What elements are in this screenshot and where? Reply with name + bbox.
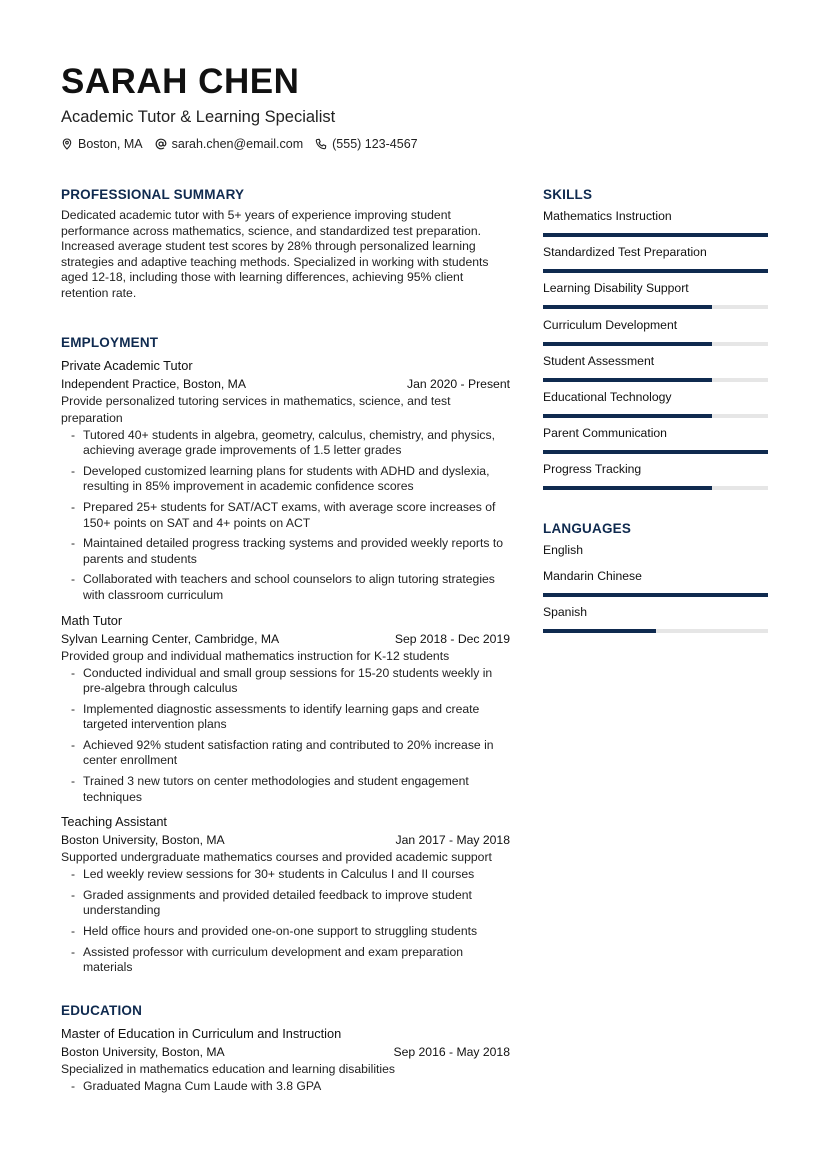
dash-marker: -: [71, 1078, 76, 1093]
job-org: Sylvan Learning Center, Cambridge, MA: [61, 631, 280, 646]
job-description: Provided group and individual mathematics instruction for K-12 students: [61, 648, 450, 663]
skill-bar: [543, 450, 768, 454]
skill-bar: [543, 233, 768, 237]
location-text: Boston, MA: [78, 137, 143, 151]
skills-section: [543, 186, 768, 494]
job-org: Boston University, Boston, MA: [61, 833, 225, 848]
bullet-text: Tutored 40+ students in algebra, geometry, calculus, chemistry, and physics, achieving average grade improvements of 1.5 letter grades: [83, 427, 495, 458]
skills-heading: SKILLS: [543, 187, 593, 202]
main-column: [61, 186, 510, 1099]
job-entry: [61, 612, 510, 806]
job-dates: Sep 2018 - Dec 2019: [394, 631, 510, 646]
bullet-text: Held office hours and provided one-on-one support to struggling students: [83, 924, 478, 939]
list-item: [61, 666, 510, 697]
job-org: Independent Practice, Boston, MA: [61, 376, 246, 391]
job-description: Supported undergraduate mathematics courses and provided academic support: [61, 850, 492, 865]
dash-marker: -: [71, 737, 76, 752]
skill-name: Student Assessment: [543, 353, 655, 368]
list-item: [61, 500, 510, 531]
list-item: [61, 945, 510, 976]
job-description: Provide personalized tutoring services in mathematics, science, and test preparation: [61, 393, 451, 425]
bullet-text: Graded assignments and provided detailed feedback to improve student understanding: [83, 887, 472, 918]
contact-email[interactable]: [155, 134, 304, 154]
language-item: [543, 538, 768, 564]
skill-bar: [543, 378, 768, 382]
summary-section: [61, 186, 510, 302]
list-item: [61, 924, 510, 940]
skill-item: [543, 457, 768, 493]
job-meta: [61, 375, 510, 393]
summary-text: Dedicated academic tutor with 5+ years of experience improving student performance across mathematics, science, and standardized test preparation. Increased average student test scores by 28% through personalized learning strategies and adaptive teaching methods. Specialized in working with students aged 12-18, including those with learning differences, achieving 95% client retention rate.: [61, 208, 489, 300]
job-dates: Jan 2020 - Present: [407, 376, 510, 391]
skill-bar: [543, 305, 768, 309]
language-bar: [543, 593, 768, 597]
bullet-text: Assisted professor with curriculum development and exam preparation materials: [83, 944, 464, 975]
language-bar-fill: [543, 593, 768, 597]
skill-name: Mathematics Instruction: [543, 209, 672, 223]
skill-item: [543, 276, 768, 312]
side-column: [543, 186, 768, 636]
skill-name: Standardized Test Preparation: [543, 245, 707, 260]
contact-phone[interactable]: [315, 134, 417, 154]
at-sign-icon: [155, 138, 167, 150]
list-item: [61, 738, 510, 769]
employment-section: [61, 334, 510, 976]
dash-marker: -: [71, 774, 76, 789]
school-name: Boston University, Boston, MA: [61, 1044, 225, 1059]
bullet-text: Collaborated with teachers and school counselors to align tutoring strategies with classroom curriculum: [83, 572, 495, 602]
education-entry: [61, 1025, 510, 1095]
job-meta: [61, 630, 510, 648]
dash-marker: -: [71, 665, 76, 680]
dash-marker: -: [71, 867, 76, 882]
dash-marker: -: [71, 427, 76, 442]
employment-heading: EMPLOYMENT: [61, 334, 159, 350]
skills-list: [543, 204, 768, 494]
dash-marker: -: [71, 924, 76, 939]
skill-bar-fill: [543, 233, 768, 237]
skill-bar: [543, 342, 768, 346]
candidate-title: Academic Tutor & Learning Specialist: [61, 108, 336, 126]
skill-bar-fill: [543, 378, 712, 382]
bullet-text: Maintained detailed progress tracking systems and provided weekly reports to parents and students: [83, 536, 504, 566]
skill-bar-fill: [543, 305, 712, 309]
skill-item: [543, 240, 768, 276]
dash-marker: -: [71, 463, 76, 478]
skill-name: Educational Technology: [543, 389, 672, 404]
list-item: [61, 428, 510, 459]
language-item: [543, 564, 768, 600]
degree-title: Master of Education in Curriculum and Instruction: [61, 1025, 342, 1041]
language-name: Spanish: [543, 604, 588, 619]
skill-item: [543, 421, 768, 457]
job-dates: Jan 2017 - May 2018: [395, 833, 510, 848]
skill-name: Progress Tracking: [543, 462, 642, 477]
skill-item: [543, 349, 768, 385]
dash-marker: -: [71, 536, 76, 551]
list-item: [61, 774, 510, 805]
languages-heading: LANGUAGES: [543, 520, 632, 536]
list-item: [61, 536, 510, 567]
skill-bar: [543, 486, 768, 490]
dash-marker: -: [71, 944, 76, 959]
dash-marker: -: [71, 572, 76, 587]
phone-text[interactable]: (555) 123-4567: [332, 137, 418, 151]
language-bar-fill: [543, 629, 656, 633]
education-section: [61, 1002, 510, 1095]
dash-marker: -: [71, 887, 76, 902]
phone-icon: [315, 138, 327, 150]
languages-section: [543, 520, 768, 636]
bullet-text: Developed customized learning plans for students with ADHD and dyslexia, resulting in 85% improvement in academic confidence scores: [83, 463, 490, 494]
job-bullets: [61, 428, 510, 604]
skill-bar-fill: [543, 342, 712, 346]
skill-item: [543, 385, 768, 421]
candidate-name: SARAH CHEN: [61, 62, 300, 101]
job-title: Teaching Assistant: [61, 814, 167, 830]
list-item: [61, 464, 510, 495]
bullet-text: Achieved 92% student satisfaction rating and contributed to 20% increase in center enrollment: [83, 737, 494, 768]
bullet-text: Implemented diagnostic assessments to identify learning gaps and create targeted intervention plans: [83, 701, 480, 732]
skill-bar-fill: [543, 269, 768, 273]
skill-item: [543, 313, 768, 349]
language-item: [543, 600, 768, 636]
education-dates: Sep 2016 - May 2018: [393, 1044, 510, 1059]
job-bullets: [61, 867, 510, 976]
bullet-text: Led weekly review sessions for 30+ students in Calculus I and II courses: [83, 867, 475, 882]
skill-name: Learning Disability Support: [543, 281, 689, 296]
job-entry: [61, 357, 510, 604]
bullet-text: Graduated Magna Cum Laude with 3.8 GPA: [83, 1078, 322, 1093]
language-name: Mandarin Chinese: [543, 568, 642, 583]
skill-name: Parent Communication: [543, 426, 667, 441]
job-bullets: [61, 666, 510, 806]
email-text[interactable]: sarah.chen@email.com: [171, 137, 304, 151]
summary-heading: PROFESSIONAL SUMMARY: [61, 187, 245, 202]
education-heading: EDUCATION: [61, 1002, 143, 1018]
skill-name: Curriculum Development: [543, 317, 678, 332]
job-entry: [61, 813, 510, 976]
list-item: [61, 572, 510, 603]
dash-marker: -: [71, 499, 76, 514]
list-item: [61, 702, 510, 733]
list-item: [61, 867, 510, 883]
education-description: Specialized in mathematics education and learning disabilities: [61, 1061, 395, 1076]
skill-bar-fill: [543, 486, 712, 490]
education-meta: [61, 1043, 510, 1061]
skill-item: [543, 204, 768, 240]
resume-header: [61, 62, 761, 154]
education-bullets: [61, 1079, 510, 1095]
job-title: Math Tutor: [61, 612, 123, 628]
map-pin-icon: [61, 138, 73, 150]
dash-marker: -: [71, 701, 76, 716]
skill-bar: [543, 414, 768, 418]
contact-row: [61, 134, 761, 154]
skill-bar-fill: [543, 414, 712, 418]
list-item: [61, 1079, 510, 1095]
bullet-text: Conducted individual and small group sessions for 15-20 students weekly in pre-algebra through calculus: [83, 665, 493, 696]
job-title: Private Academic Tutor: [61, 357, 193, 373]
bullet-text: Prepared 25+ students for SAT/ACT exams, with average score increases of 150+ points on SAT and 4+ points on ACT: [83, 499, 496, 530]
skill-bar: [543, 269, 768, 273]
job-meta: [61, 831, 510, 849]
skill-bar-fill: [543, 450, 768, 454]
list-item: [61, 888, 510, 919]
contact-location: [61, 134, 143, 154]
language-bar: [543, 629, 768, 633]
language-name: English: [543, 542, 583, 557]
bullet-text: Trained 3 new tutors on center methodologies and student engagement techniques: [83, 774, 469, 804]
